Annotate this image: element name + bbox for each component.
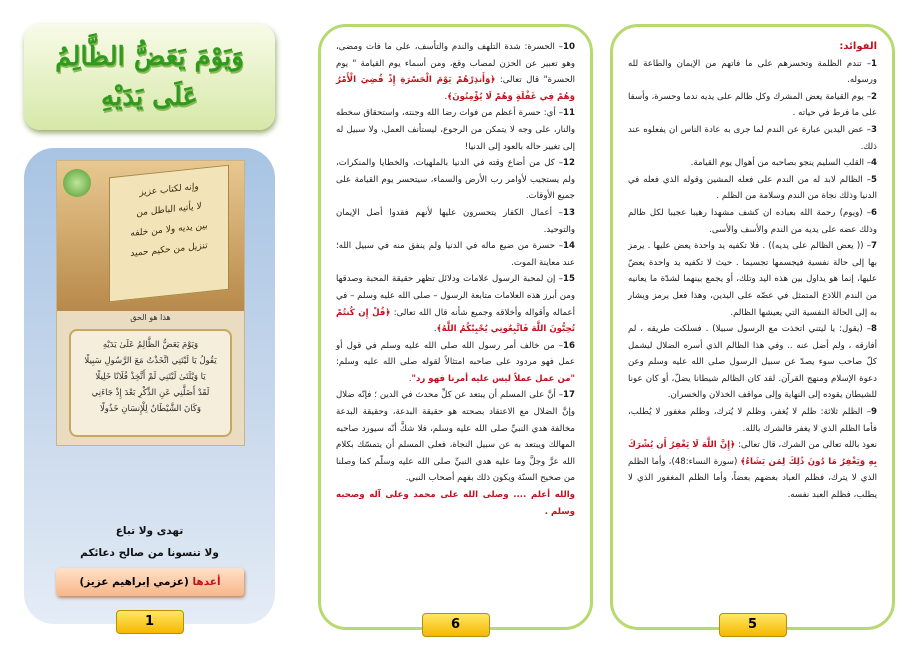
cover-panel [24,148,275,629]
verse-frame [69,329,232,437]
page-number-5: 5 [719,613,787,637]
book-caption: هذا هو الحق [130,313,171,322]
quran-book-image [56,160,245,446]
list-item: 3– عض اليدين عبارة عن الندم لما جرى به عادة الناس ان يفعلوه عند ذلك. [628,124,877,152]
list-item: 16– من خالف أمر رسول الله صلى الله عليه وسلم في قول أو عمل فهو مردود على صاحبه امتثالاً لقوله صلى الله عليه وسلم: "من عمل عملاً ليس عليه أمرنا فهو رد". [336,340,575,384]
author-name: (عزمي إبراهيم عزيز) [79,576,189,588]
site-logo-icon [63,169,91,197]
benefits-heading: الفوائد: [839,41,877,52]
list-item: 4– القلب السليم ينجو بصاحبه من أهوال يوم القيامة. [690,158,877,169]
verse-line: لَقَدْ أَضَلَّنِي عَنِ الذِّكْرِ بَعْدَ إِذْ جَاءَنِي [91,388,210,398]
cover-title-box [24,24,275,130]
list-item: 9– الظلم ثلاثة: ظلم لا يُغفر، وظلم لا يُترك، وظلم مغفور لا يُطلب، فأما الظلم الذي لا يغفر فالشرك بالله. [628,407,877,434]
cover-subtitle-1: تهدى ولا تباع [115,525,184,537]
list-item: 13– أعمال الكفار يتحسرون عليها لأنهم فقدوا أصل الإيمان والتوحيد. [336,207,575,235]
book-page [109,165,229,303]
page-number-6: 6 [422,613,490,637]
cover-subtitles [24,520,275,564]
page-5-text [613,27,892,602]
page-6-text [321,27,590,602]
page-6-column [318,24,593,630]
list-item: 12– كل من أضاع وقته في الدنيا بالملهيات، والخطايا والمنكرات، ولم يستجيب لأوامر رب الأرض والسماء، سيتحسر يوم القيامة على جميع الأوقات. [336,158,575,202]
list-item: 15– إن لمحبة الرسول علامات ودلائل تظهر حقيقة المحبة وصدقها ومن أبرز هذه العلامات متابعة الرسول – صلى الله عليه وسلم – في أعماله وأقواله وأخلاقه وجميع شأنه قال الله تعالى: ﴿قُلْ إِن كُنتُمْ تُحِبُّونَ اللَّهَ فَاتَّبِعُونِي يُحْبِبْكُمُ اللَّهُ﴾. [336,274,575,335]
verse-line: وَيَوْمَ يَعَضُّ الظَّالِمُ عَلَىٰ يَدَيْهِ [102,340,199,350]
list-item: 2– يوم القيامة يعض المشرك وكل ظالم على يديه ندما وحسرة، وأسفا على ما فرط في حياته . [628,91,877,119]
book-line: بين يديه ولا من خلفه [130,220,208,240]
list-item: 14– حسرة من ضيع ماله في الدنيا ولم ينفق منه في سبيل الله؛ عند معاينة الموت. [336,241,575,268]
closing-paragraph: نعوذ بالله تعالى من الشرك، قال تعالى: ﴿إِنَّ اللَّهَ لَا يَغْفِرُ أَن يُشْرَكَ بِهِ وَيَغْفِرُ مَا دُونَ ذَٰلِكَ لِمَن يَشَاءُ﴾ (سورة النساء:48)، وأما الظلم الذي لا يترك، فظلم العباد بعضهم بعضاً، وأما الظلم المغفور الذي لا يطلب، فظلم العبد نفسه. [628,440,877,501]
page-5-column [610,24,895,630]
page-number-1: 1 [116,610,184,634]
author-box [56,568,244,596]
verse-line: وَكَانَ الشَّيْطَانُ لِلْإِنسَانِ خَذُولًا [99,404,202,414]
list-item: 10– الحسرة: شدة التلهف والندم والتأسف، على ما فات ومضى، وهو تعبير عن الحزن لمصاب وقع، ومن أسماء يوم القيامة " يوم الحسرة" قال تعالى: ﴿وَأَنذِرْهُمْ يَوْمَ الْحَسْرَةِ إِذْ قُضِيَ الْأَمْرُ وَهُمْ فِي غَفْلَةٍ وَهُمْ لَا يُؤْمِنُونَ﴾. [336,42,576,102]
closing-line: والله أعلم .... وصلى الله على محمد وعلى آله وصحبه وسلم . [336,490,575,517]
verse-line: يَا وَيْلَتَىٰ لَيْتَنِي لَمْ أَتَّخِذْ فُلَانًا خَلِيلًا [95,372,206,382]
list-item: 11– أي: حسرة أعظم من فوات رضا الله وجنته، واستحقاق سخطه والنار، على وجه لا يتمكن من الرجوع، ليستأنف العمل، ولا سبيل له إلى تغيير حاله بالعود إلى الدنيا! [336,108,575,152]
author-label: أعدها [192,576,221,588]
list-item: 1– تندم الظلمة وتحسرهم على ما فاتهم من الإيمان والطاعة لله ورسوله. [628,58,877,86]
list-item: 8– (يقول: يا ليتني اتخذت مع الرسول سبيلا) . فسلكت طريقه ، لم أفارقه ، ولم أضل عنه .. وفي هذا الظالم الذي أسره الضلال ليشمل كلّ صاحب سوء يصدّ عن سبيل الرسول صلى الله عليه وسلم وعن دعوة الإسلام ومنهج القرآن. لقد كان الظالم شيطانا يضلّ، أو كان عونا للشيطان يقوده إلى النهاية وإلى مواقف الخذلان والخسران. [628,324,877,401]
book-line: لا يأتيه الباطل من [136,201,202,219]
cover-title: وَيَوْمَ يَعَضُّ الظَّالِمُ عَلَى يَدَيْهِ [55,42,244,112]
list-item: 6– (ويوم) رحمة الله بعباده ان كشف مشهدا رهيبا عجيبا لكل ظالم وذلك عضه على يديه من الندم والأسف والأسى. [628,207,877,235]
list-item: 17– أنَّ على المسلم أن يبتعد عن كلِّ محدث في الدين ؛ فإنّه ضلال وإنَّ الضلال مع الاعتقاد بصحته هو حقيقة البدعة، وحقيقة البدعة مخالفة هدي النبيِّ صلى الله عليه وسلم، فلا شكَّ أنّه سيورد صاحبه المهالك ويبتعد به عن سبيل النجاة، فعلى المسلم أن يتمسّك بكلام الله عزَّ وجلَّ وما عليه هدي النبيِّ صلى الله عليه وسلّم كما وصلنا من صحيح السنّة ويكون ذلك بفهم أصحاب النبي. [336,390,575,484]
list-item: 5– الظالم لابد له من الندم على فعله المشين وقوله الذي فعله في الدنيا وذلك نجاة من الندم وسلامة من الظلم . [628,174,877,202]
book-line: وإنه لكتاب عزيز [139,181,199,199]
list-item: 7– (( يعض الظالم على يديه)) . فلا تكفيه يد واحدة يعض عليها . يرمز بها إلى حالة نفسية فيجسمها تجسيما . حيث لا تكفيه يد واحدة يعضّ عليها، إنما هو يداول بين هذه اليد وتلك، أو يجمع بينهما لشدّة ما يعانيه من الندم اللاذع المتمثل في عضّه على اليدين، وهذا فعل يرمز ويشار به إلى الحالة النفسية التي يعيشها الظالم. [628,241,877,318]
cover-subtitle-2: ولا تنسونا من صالح دعائكم [80,547,219,559]
book-line: تنزيل من حكيم حميد [130,240,208,260]
verse-line: يَقُولُ يَا لَيْتَنِي اتَّخَذْتُ مَعَ الرَّسُولِ سَبِيلًا [84,356,217,366]
